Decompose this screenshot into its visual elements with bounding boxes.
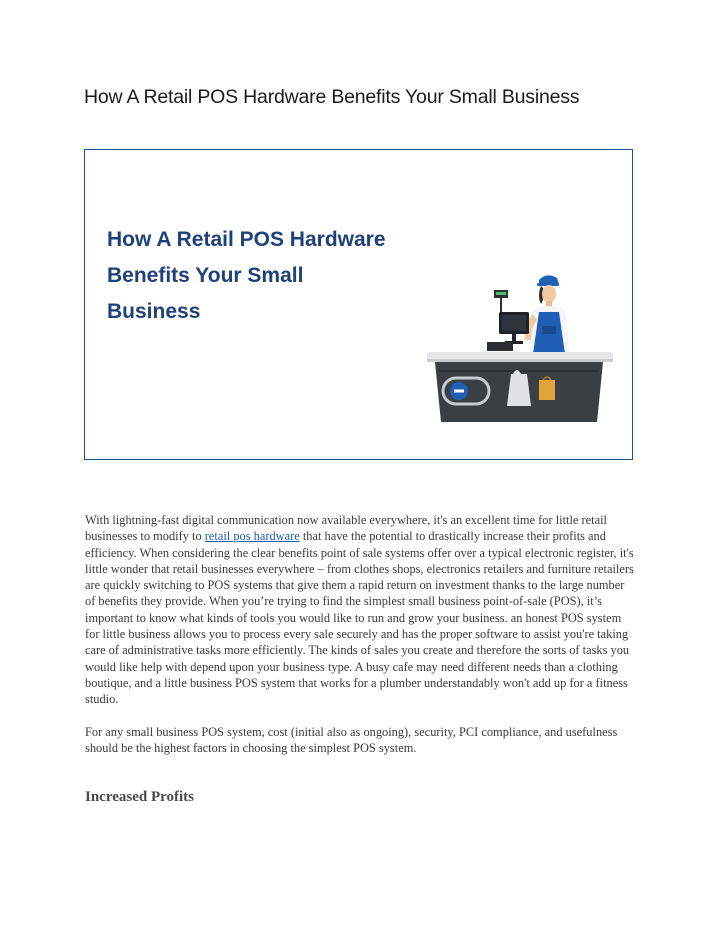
- article-paragraph: For any small business POS system, cost (initial also as ongoing), security, PCI compliance, and usefulness should be the highest factors in choosing the simplest POS system.: [85, 724, 618, 755]
- article-body: [85, 512, 637, 772]
- hero-heading-line: Business: [107, 300, 201, 323]
- cashier-figure: [525, 275, 569, 354]
- hero-image: [84, 149, 633, 460]
- article-paragraph: [85, 512, 637, 708]
- page-title: How A Retail POS Hardware Benefits Your Small Business: [84, 86, 580, 108]
- section-heading: Increased Profits: [85, 789, 195, 805]
- pos-checkout-illustration: [415, 270, 615, 430]
- paragraph-text: that have the potential to drastically increase their profits and efficiency. When considering the clear benefits point of sale systems offer over a typical electronic register, it's little wonder that retail businesses everywhere – from clothes shops, electronics retailers and furniture retailers are quickly switching to POS systems that give them a rapid return on investment thanks to the large number of benefits they provide. When you’re trying to find the simplest small business point-of-sale (POS), it’s important to know what kinds of tools you would like to run and grow your business. an honest POS system for little business allows you to process every sale securely and has the proper software to assist you're taking care of administrative tasks more efficiently. The kinds of sales you create and therefore the sorts of tasks you would like help with depend upon your business type. A busy cafe may need different needs than a clothing boutique, and a little business POS system that works for a plumber understandably won't add up for a fitness studio.: [85, 529, 634, 707]
- paragraph-text: With lightning-fast digital communication now available everywhere, it's an excellent time for little retail businesses to modify to: [85, 513, 607, 544]
- retail-pos-hardware-link[interactable]: retail pos hardware: [204, 529, 300, 544]
- hero-heading-line: Benefits Your Small: [107, 264, 304, 287]
- hero-heading: [107, 222, 437, 330]
- hero-heading-line: How A Retail POS Hardware: [107, 228, 386, 251]
